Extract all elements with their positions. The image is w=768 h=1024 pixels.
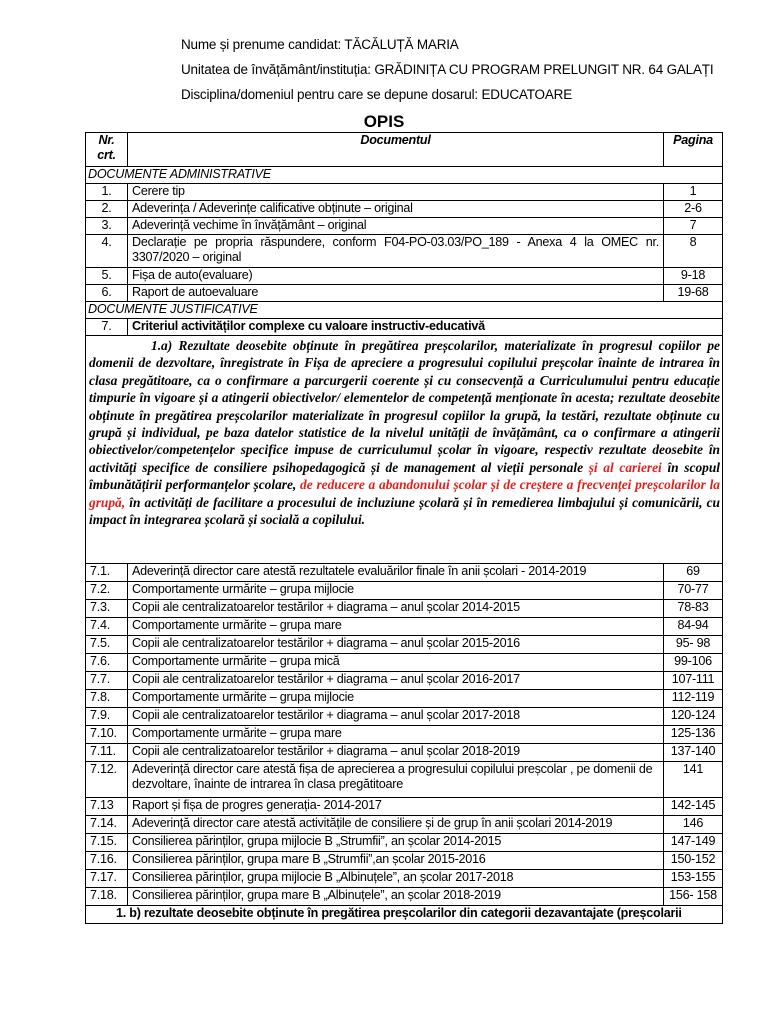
- table-row: [86, 201, 723, 218]
- table-row: [86, 834, 723, 852]
- row-document: Comportamente urmărite – grupa mare: [128, 726, 664, 744]
- table-row: [86, 184, 723, 201]
- row-page: 137-140: [664, 744, 723, 762]
- table-row: [86, 852, 723, 870]
- row-page: 147-149: [664, 834, 723, 852]
- table-header-row: [86, 133, 723, 167]
- row-page: 9-18: [664, 268, 723, 285]
- criterion-description: [86, 336, 723, 564]
- row-document: Consilierea părinților, grupa mijlocie B „Albinuțele”, an școlar 2017-2018: [128, 870, 664, 888]
- row-page: 112-119: [664, 690, 723, 708]
- description-highlight-1: și al carierei: [588, 459, 662, 475]
- row-page: 69: [664, 564, 723, 582]
- row-page: 153-155: [664, 870, 723, 888]
- row-number: 7.4.: [86, 618, 128, 636]
- opis-table: [85, 132, 723, 924]
- table-row: [86, 816, 723, 834]
- table-row: [86, 744, 723, 762]
- table-row: [86, 600, 723, 618]
- table-row: [86, 564, 723, 582]
- row-page: 95- 98: [664, 636, 723, 654]
- table-row: [86, 636, 723, 654]
- row-page: 120-124: [664, 708, 723, 726]
- section-row-justificative: [86, 302, 723, 319]
- table-row: [86, 762, 723, 798]
- row-page: 1: [664, 184, 723, 201]
- table-row: [86, 618, 723, 636]
- criterion-row: [86, 319, 723, 336]
- table-row: [86, 708, 723, 726]
- row-page: 78-83: [664, 600, 723, 618]
- row-number: 7.2.: [86, 582, 128, 600]
- header-document: Documentul: [128, 133, 664, 167]
- discipline-line: Disciplina/domeniul pentru care se depune dosarul: EDUCATOARE: [181, 87, 573, 102]
- criterion-title: Criteriul activităților complexe cu valoare instructiv-educativă: [128, 319, 723, 336]
- row-page: 7: [664, 218, 723, 235]
- row-document: Copii ale centralizatoarelor testărilor + diagrama – anul școlar 2016-2017: [128, 672, 664, 690]
- table-row: [86, 798, 723, 816]
- row-page: 84-94: [664, 618, 723, 636]
- table-row: [86, 672, 723, 690]
- row-page: 125-136: [664, 726, 723, 744]
- row-number: 4.: [86, 235, 128, 268]
- subcriterion-row: [86, 906, 723, 924]
- description-text-3: în activități de facilitare a procesului de incluziune școlară și în remedierea limbajului și comunicării, cu impact în integrarea școlară și socială a copilului.: [89, 494, 720, 528]
- table-row: [86, 870, 723, 888]
- row-document: Consilierea părinților, grupa mijlocie B „Strumfii”, an școlar 2014-2015: [128, 834, 664, 852]
- header-nr: Nr. crt.: [86, 133, 128, 167]
- row-document: Adeverință director care atestă rezultatele evaluărilor finale în anii școlari - 2014-2019: [128, 564, 664, 582]
- description-text-2: în scopul îmbunătățirii performanțelor școlare,: [89, 459, 720, 493]
- table-row: [86, 235, 723, 268]
- row-number: 7.6.: [86, 654, 128, 672]
- row-page: 107-111: [664, 672, 723, 690]
- row-document: Copii ale centralizatoarelor testărilor + diagrama – anul școlar 2015-2016: [128, 636, 664, 654]
- section-title-admin: DOCUMENTE ADMINISTRATIVE: [86, 167, 723, 184]
- table-row: [86, 268, 723, 285]
- row-document: Fișa de auto(evaluare): [128, 268, 664, 285]
- table-row: [86, 218, 723, 235]
- row-number: 7.1.: [86, 564, 128, 582]
- row-number: 7.10.: [86, 726, 128, 744]
- row-number: 7.8.: [86, 690, 128, 708]
- row-page: 19-68: [664, 285, 723, 302]
- table-row: [86, 690, 723, 708]
- row-number: 7.15.: [86, 834, 128, 852]
- row-number: 7.13: [86, 798, 128, 816]
- row-document: Copii ale centralizatoarelor testărilor + diagrama – anul școlar 2018-2019: [128, 744, 664, 762]
- row-number: 7.5.: [86, 636, 128, 654]
- row-number: 6.: [86, 285, 128, 302]
- row-document: Comportamente urmărite – grupa mare: [128, 618, 664, 636]
- row-document: Copii ale centralizatoarelor testărilor + diagrama – anul școlar 2014-2015: [128, 600, 664, 618]
- criterion-description-row: [86, 336, 723, 564]
- row-document: Cerere tip: [128, 184, 664, 201]
- table-row: [86, 888, 723, 906]
- row-document: Declarație pe propria răspundere, conform F04-PO-03.03/PO_189 - Anexa 4 la OMEC nr. 3307/2020 – original: [128, 235, 664, 268]
- document-title: OPIS: [363, 112, 405, 131]
- row-page: 141: [664, 762, 723, 798]
- row-page: 8: [664, 235, 723, 268]
- row-document: Raport și fișa de progres generația- 2014-2017: [128, 798, 664, 816]
- table-row: [86, 582, 723, 600]
- row-document: Comportamente urmărite – grupa mică: [128, 654, 664, 672]
- row-number: 7.14.: [86, 816, 128, 834]
- row-page: 156- 158: [664, 888, 723, 906]
- row-number: 1.: [86, 184, 128, 201]
- row-document: Consilierea părinților, grupa mare B „Strumfii”,an școlar 2015-2016: [128, 852, 664, 870]
- row-number: 7.11.: [86, 744, 128, 762]
- section-row-admin: [86, 167, 723, 184]
- row-page: 99-106: [664, 654, 723, 672]
- row-page: 2-6: [664, 201, 723, 218]
- row-document: Adeverință director care atestă activitățile de consiliere și de grup în anii școlari 2014-2019: [128, 816, 664, 834]
- row-page: 70-77: [664, 582, 723, 600]
- candidate-name-line: Nume și prenume candidat: TĂCĂLUȚĂ MARIA: [181, 37, 459, 52]
- section-title-justificative: DOCUMENTE JUSTIFICATIVE: [86, 302, 723, 319]
- row-number: 7.3.: [86, 600, 128, 618]
- row-document: Adeverință director care atestă fișa de aprecierea a progresului copilului preșcolar , pe domenii de dezvoltare, înainte de intrarea în clasa pregătitoare: [128, 762, 664, 798]
- description-highlight-2: de reducere a abandonului școlar și de creștere a frecvenței preșcolarilor la grupă,: [89, 477, 721, 510]
- criterion-number: 7.: [86, 319, 128, 336]
- row-number: 7.17.: [86, 870, 128, 888]
- table-row: [86, 285, 723, 302]
- row-number: 7.16.: [86, 852, 128, 870]
- row-page: 150-152: [664, 852, 723, 870]
- row-number: 3.: [86, 218, 128, 235]
- row-number: 7.7.: [86, 672, 128, 690]
- row-document: Copii ale centralizatoarelor testărilor + diagrama – anul școlar 2017-2018: [128, 708, 664, 726]
- row-number: 5.: [86, 268, 128, 285]
- description-text-1: 1.a) Rezultate deosebite obținute în pregătirea preșcolarilor, materializate în progresul copiilor pe domenii de dezvoltare, înregistrate în Fișa de apreciere a progresului copilului preșcolar înainte de intrarea în clasa pregătitoare, ca o confirmare a parcurgerii coerente și cu consecvență a Curriculumului pentru educație timpurie în vigoare și a atingerii obiectivelor/ elementelor de competență menționate în acesta; rezultate deosebite obținute în pregătirea preșcolarilor materializate în progresul copiilor la grupă, la testări, rezultate obținute cu grupă și individual, pe baza datelor statistice de la nivelul unității de învățământ, ca o confirmare a atingerii obiectivelor/competențelor specifice impuse de curriculumul școlar în vigoare, respectiv rezultate deosebite în activități specifice de consiliere psihopedagogică și de management al vieții personale: [89, 338, 720, 475]
- row-number: 2.: [86, 201, 128, 218]
- row-number: 7.18.: [86, 888, 128, 906]
- table-row: [86, 726, 723, 744]
- row-number: 7.12.: [86, 762, 128, 798]
- header-page: Pagina: [664, 133, 723, 167]
- row-document: Consilierea părinților, grupa mare B „Albinuțele”, an școlar 2018-2019: [128, 888, 664, 906]
- row-document: Comportamente urmărite – grupa mijlocie: [128, 582, 664, 600]
- row-document: Raport de autoevaluare: [128, 285, 664, 302]
- subcriterion-title: 1. b) rezultate deosebite obținute în pregătirea preșcolarilor din categorii dezavantajate (preșcolarii: [86, 906, 723, 924]
- table-row: [86, 654, 723, 672]
- row-document: Comportamente urmărite – grupa mijlocie: [128, 690, 664, 708]
- institution-line: Unitatea de învățământ/instituția: GRĂDINIȚA CU PROGRAM PRELUNGIT NR. 64 GALAȚI: [181, 62, 714, 77]
- row-page: 146: [664, 816, 723, 834]
- row-document: Adeverința / Adeverințe calificative obținute – original: [128, 201, 664, 218]
- row-number: 7.9.: [86, 708, 128, 726]
- row-page: 142-145: [664, 798, 723, 816]
- row-document: Adeverință vechime în învățământ – original: [128, 218, 664, 235]
